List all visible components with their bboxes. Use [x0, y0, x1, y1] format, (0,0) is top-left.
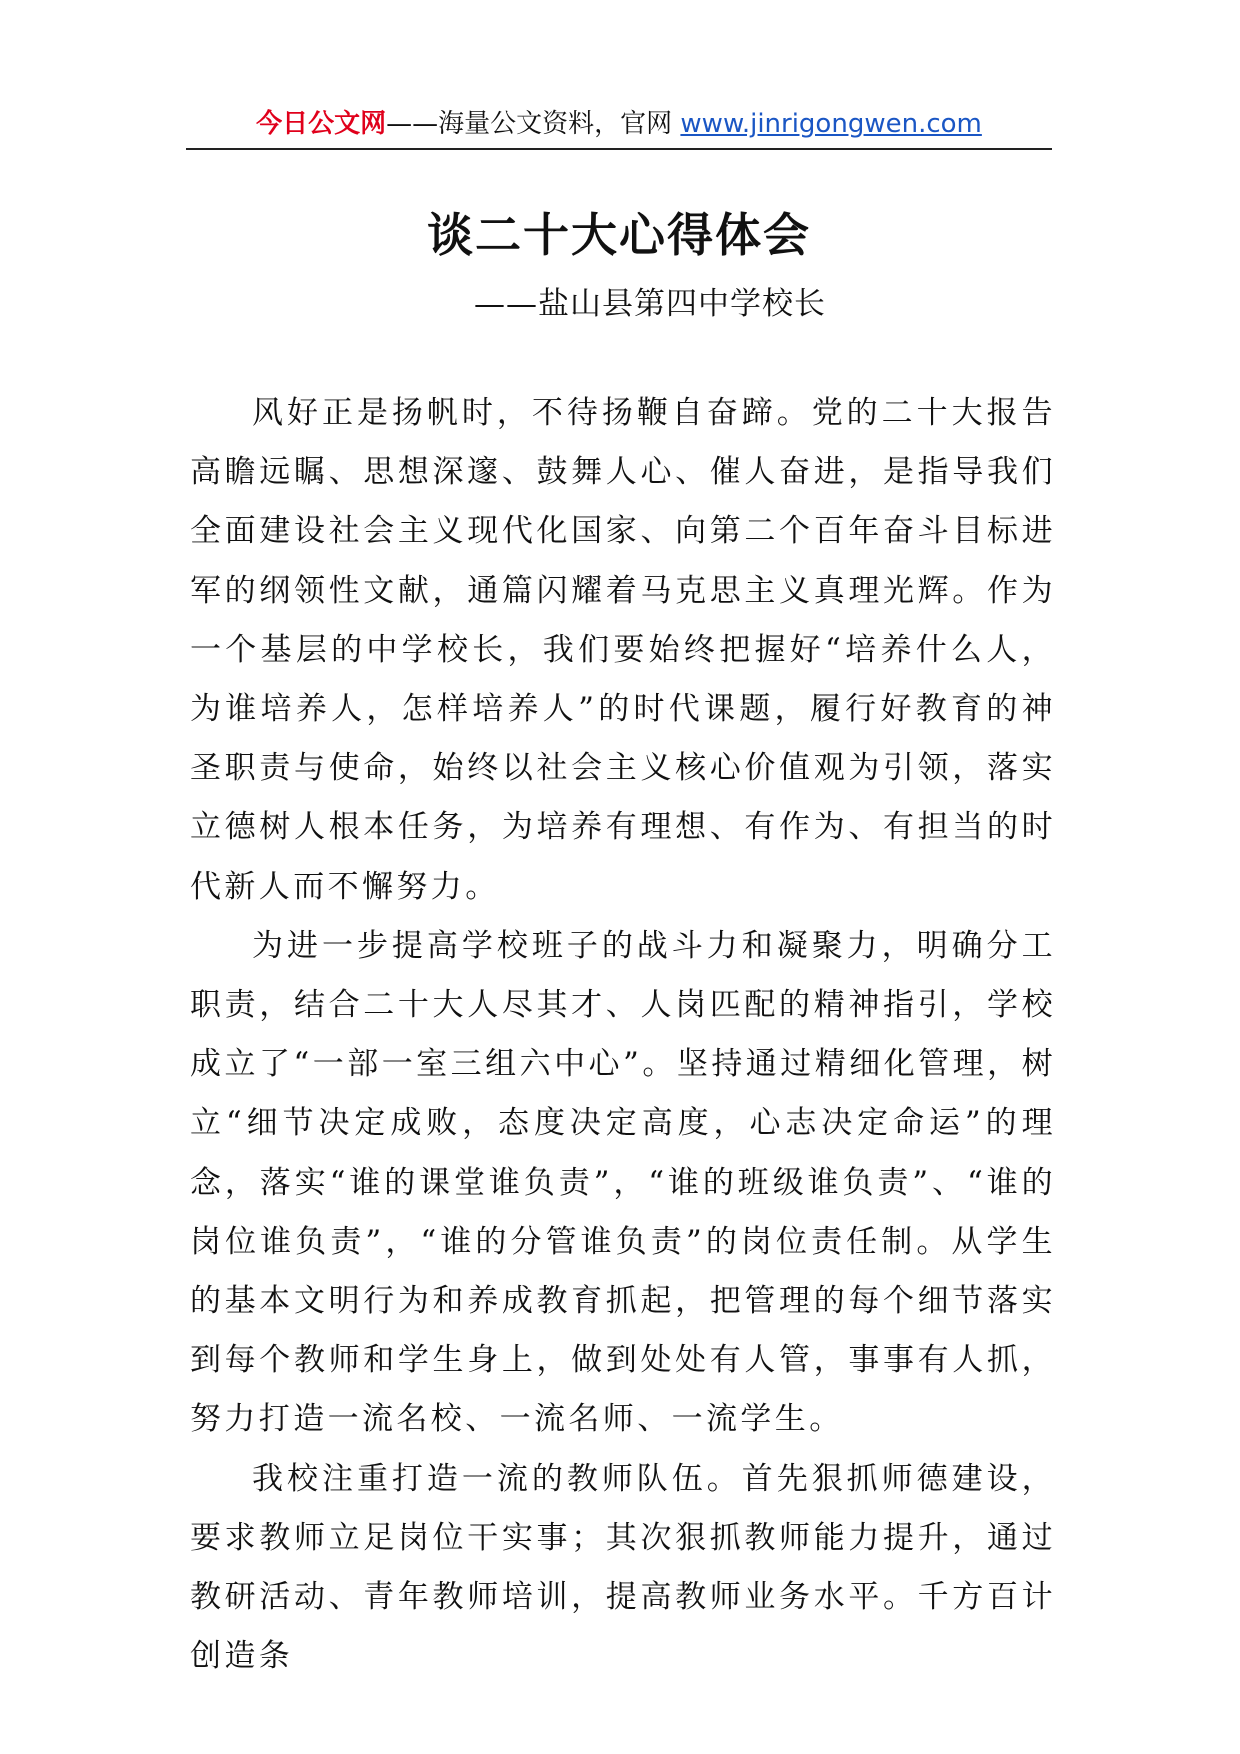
header-divider	[186, 148, 1052, 150]
body-paragraph: 为进一步提高学校班子的战斗力和凝聚力，明确分工职责，结合二十大人尽其才、人岗匹配的精神指引，学校成立了“一部一室三组六中心”。坚持通过精细化管理，树立“细节决定成败，态度决定高度，心志决定命运”的理念，落实“谁的课堂谁负责”，“谁的班级谁负责”、“谁的岗位谁负责”，“谁的分管谁负责”的岗位责任制。从学生的基本文明行为和养成教育抓起，把管理的每个细节落实到每个教师和学生身上，做到处处有人管，事事有人抓，努力打造一流名校、一流名师、一流学生。	[190, 927, 1056, 1438]
site-header	[186, 100, 1052, 148]
body-paragraph: 风好正是扬帆时，不待扬鞭自奋蹄。党的二十大报告高瞻远瞩、思想深邃、鼓舞人心、催人奋进，是指导我们全面建设社会主义现代化国家、向第二个百年奋斗目标进军的纲领性文献，通篇闪耀着马克思主义真理光辉。作为一个基层的中学校长，我们要始终把握好“培养什么人，为谁培养人，怎样培养人”的时代课题，履行好教育的神圣职责与使命，始终以社会主义核心价值观为引领，落实立德树人根本任务，为培养有理想、有作为、有担当的时代新人而不懈努力。	[190, 395, 1056, 905]
site-brand[interactable]: 今日公文网	[256, 109, 387, 139]
document-body	[190, 384, 1056, 1686]
document-title: 谈二十大心得体会	[427, 208, 811, 262]
body-paragraph: 我校注重打造一流的教师队伍。首先狠抓师德建设，要求教师立足岗位干实事；其次狠抓教师能力提升，通过教研活动、青年教师培训，提高教师业务水平。千方百计创造条	[190, 1460, 1056, 1675]
document-subtitle: ——盐山县第四中学校长	[474, 286, 826, 322]
site-tagline: ——海量公文资料，官网	[386, 109, 681, 139]
site-url-link[interactable]: www.jinrigongwen.com	[680, 109, 982, 139]
